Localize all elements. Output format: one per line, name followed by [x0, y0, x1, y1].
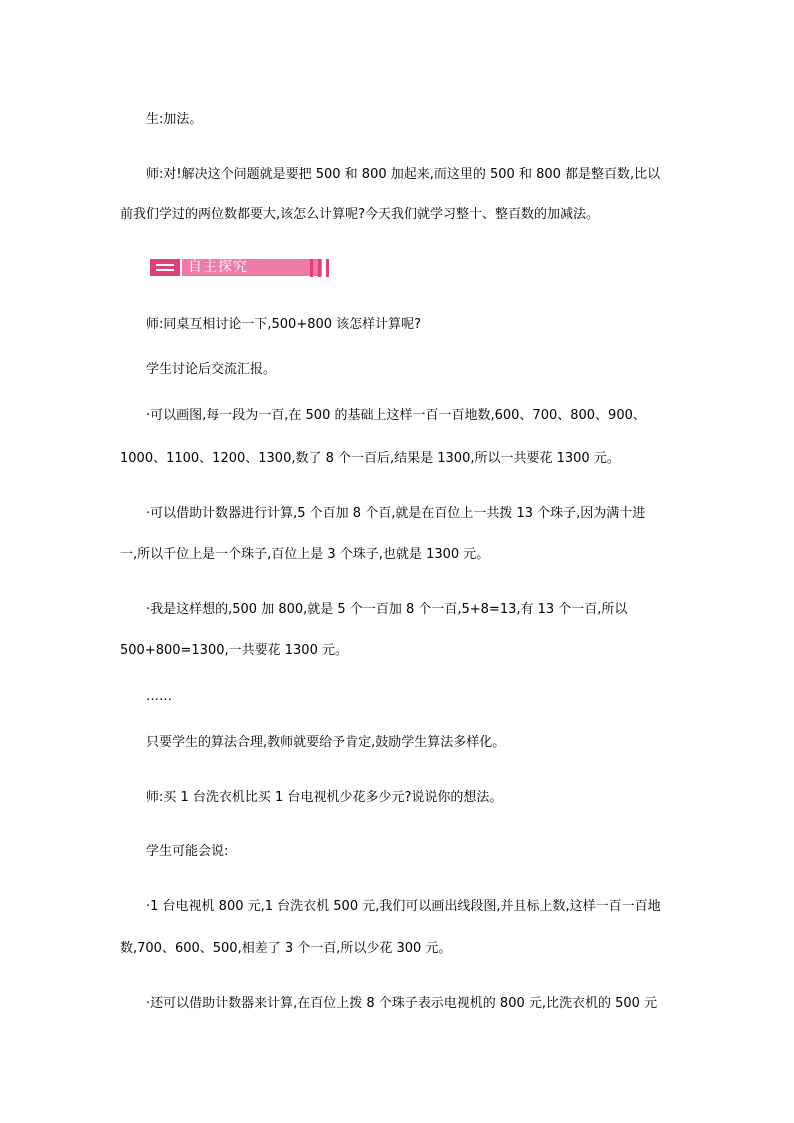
- paragraph-p2-line1: 师:对!解决这个问题就是要把 500 和 800 加起来,而这里的 500 和 800 都是整百数,比以: [146, 167, 661, 182]
- paragraph-p6-line2: 一,所以千位上是一个珠子,百位上是 3 个珠子,也就是 1300 元。: [120, 547, 490, 562]
- section-stripes-decoration: [308, 259, 336, 277]
- paragraph-p13: ·还可以借助计数器来计算,在百位上拨 8 个珠子表示电视机的 800 元,比洗衣机的 500 元: [146, 996, 658, 1011]
- paragraph-ellipsis: ……: [146, 689, 172, 704]
- paragraph-p12-line1: ·1 台电视机 800 元,1 台洗衣机 500 元,我们可以画出线段图,并且标上数,这样一百一百地: [146, 899, 661, 914]
- paragraph-p5-line1: ·可以画图,每一段为一百,在 500 的基础上这样一百一百地数,600、700、800、900、: [146, 408, 646, 423]
- paragraph-p1: 生:加法。: [146, 112, 203, 127]
- stripe: [310, 259, 313, 277]
- section-title: 自主探究: [188, 259, 248, 275]
- paragraph-p12-line2: 数,700、600、500,相差了 3 个一百,所以少花 300 元。: [120, 941, 452, 956]
- stripe: [318, 259, 321, 277]
- paragraph-p10: 师:买 1 台洗衣机比买 1 台电视机少花多少元?说说你的想法。: [146, 790, 503, 805]
- section-header: [148, 257, 334, 279]
- paragraph-p3: 师:同桌互相讨论一下,500+800 该怎样计算呢?: [146, 317, 422, 332]
- paragraph-p11: 学生可能会说:: [146, 844, 229, 859]
- paragraph-p7-line1: ·我是这样想的,500 加 800,就是 5 个一百加 8 个一百,5+8=13,有 13 个一百,所以: [146, 602, 628, 617]
- paragraph-p9: 只要学生的算法合理,教师就要给予肯定,鼓励学生算法多样化。: [146, 735, 506, 750]
- section-number-icon: [156, 264, 174, 271]
- stripe: [326, 259, 329, 277]
- paragraph-p5-line2: 1000、1100、1200、1300,数了 8 个一百后,结果是 1300,所以一共要花 1300 元。: [120, 451, 620, 466]
- paragraph-p4: 学生讨论后交流汇报。: [146, 362, 277, 377]
- section-number-box: [150, 259, 180, 276]
- paragraph-p7-line2: 500+800=1300,一共要花 1300 元。: [120, 643, 348, 658]
- paragraph-p6-line1: ·可以借助计数器进行计算,5 个百加 8 个百,就是在百位上一共拨 13 个珠子,因为满十进: [146, 506, 646, 521]
- paragraph-p2-line2: 前我们学过的两位数都要大,该怎么计算呢?今天我们就学习整十、整百数的加减法。: [120, 207, 600, 222]
